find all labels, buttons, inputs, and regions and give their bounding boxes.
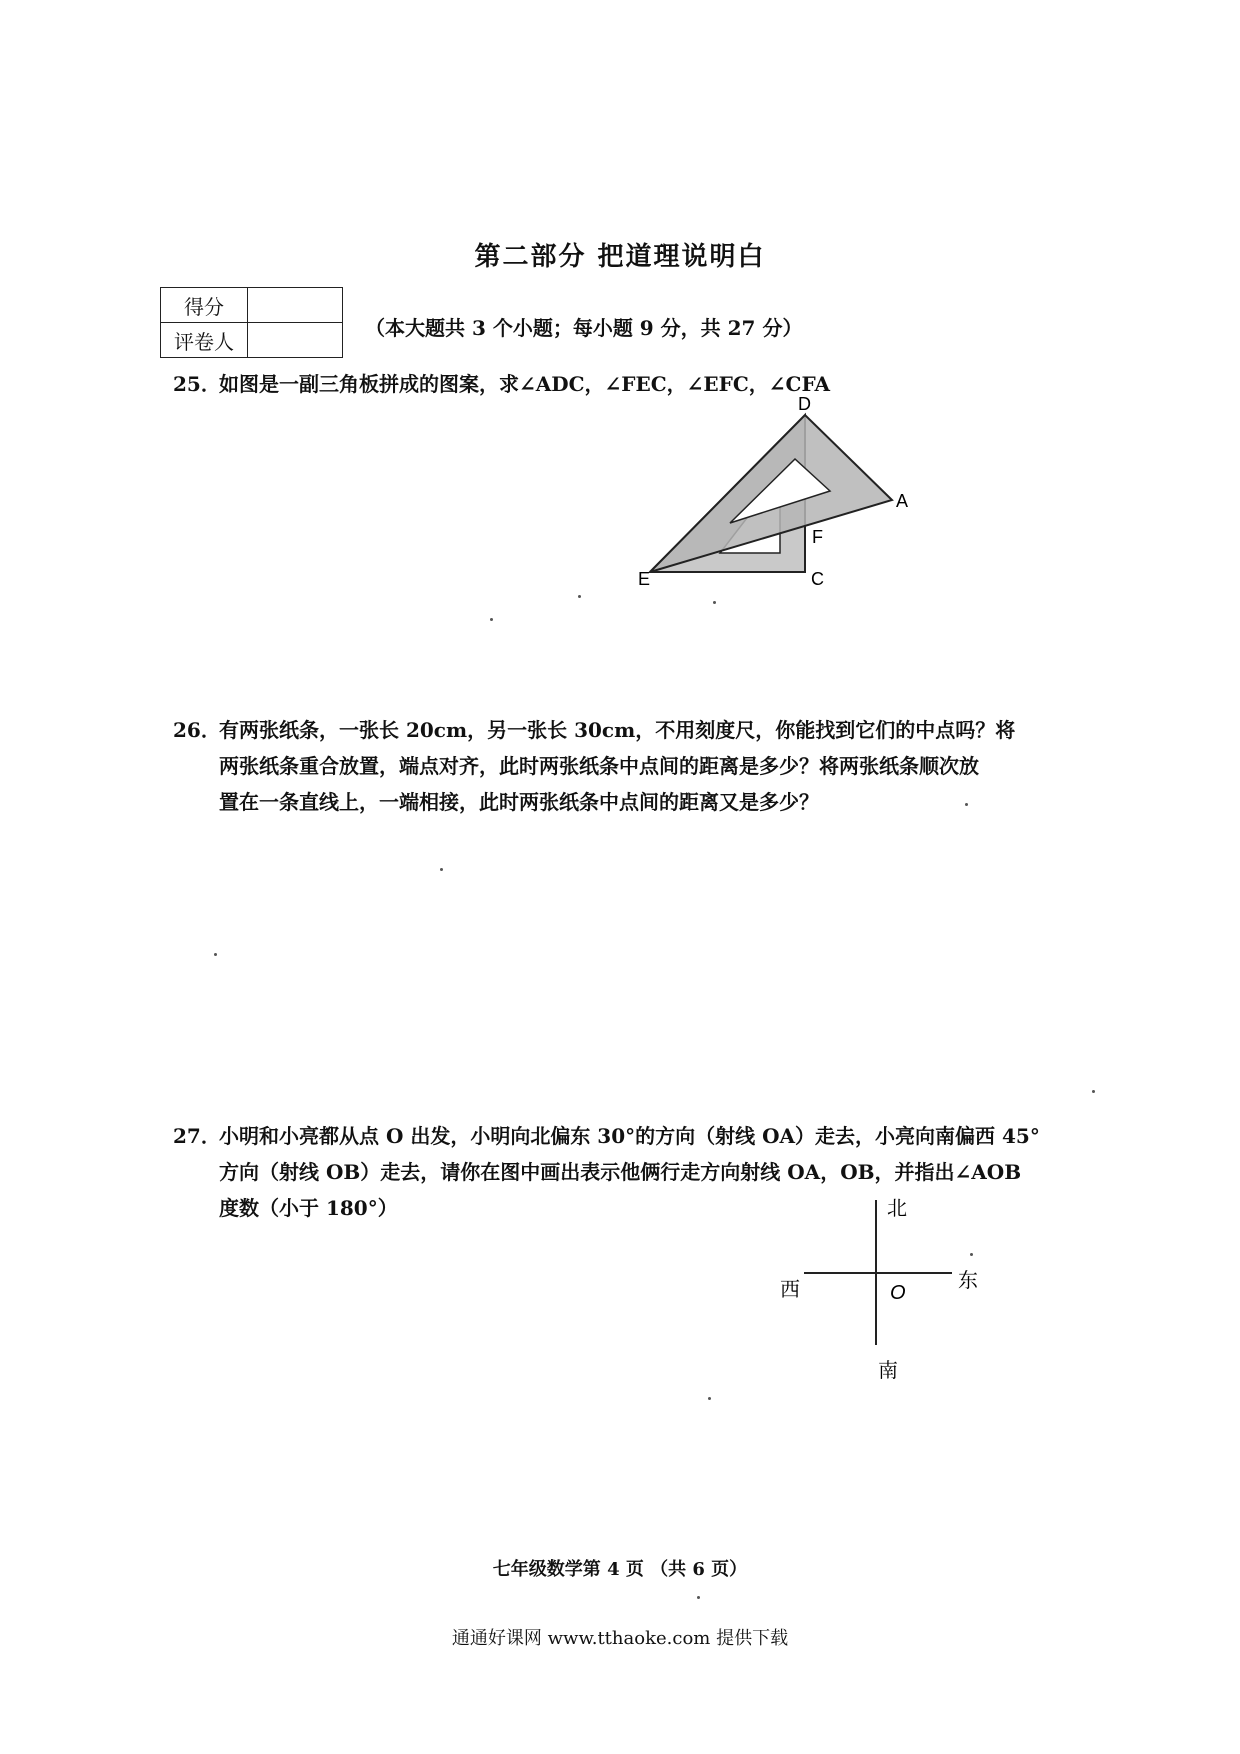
scan-speck	[713, 601, 716, 604]
grader-box	[248, 323, 343, 358]
question-25	[173, 366, 1073, 402]
question-text: 如图是一副三角板拼成的图案，求∠ADC，∠FEC，∠EFC，∠CFA	[219, 372, 830, 396]
question-number: 26．	[173, 718, 221, 742]
grader-label: 评卷人	[161, 323, 248, 358]
question-26	[173, 712, 1073, 820]
question-line: 小明和小亮都从点 O 出发，小明向北偏东 30°的方向（射线 OA）走去，小亮向南偏西 45°	[219, 1124, 1040, 1148]
label-origin: O	[890, 1282, 906, 1304]
label-a: A	[896, 491, 909, 511]
question-line: 有两张纸条，一张长 20cm，另一张长 30cm，不用刻度尺，你能找到它们的中点吗？将	[219, 718, 1016, 742]
question-line: 置在一条直线上，一端相接，此时两张纸条中点间的距离又是多少？	[219, 790, 819, 814]
label-east: 东	[958, 1270, 978, 1292]
scan-speck	[214, 953, 217, 956]
question-number: 25．	[173, 372, 221, 396]
scan-speck	[970, 1253, 973, 1256]
scan-speck	[708, 1397, 711, 1400]
label-c: C	[811, 569, 824, 589]
scan-speck	[697, 1596, 700, 1599]
label-south: 南	[878, 1360, 898, 1382]
section-title: 第二部分 把道理说明白	[474, 242, 766, 272]
question-line: 方向（射线 OB）走去，请你在图中画出表示他俩行走方向射线 OA，OB，并指出∠AOB	[219, 1160, 1022, 1184]
scan-speck	[1092, 1090, 1095, 1093]
scan-speck	[965, 803, 968, 806]
question-line: 度数（小于 180°）	[219, 1196, 398, 1220]
label-west: 西	[780, 1279, 800, 1301]
score-table	[160, 287, 343, 358]
compass-figure	[780, 1195, 980, 1395]
scan-speck	[440, 868, 443, 871]
score-box	[248, 288, 343, 323]
question-number: 27．	[173, 1124, 221, 1148]
score-label: 得分	[161, 288, 248, 323]
label-e: E	[638, 569, 651, 589]
set-square-figure	[640, 395, 930, 595]
scan-speck	[578, 595, 581, 598]
label-f: F	[812, 527, 823, 547]
scan-speck	[490, 618, 493, 621]
download-credit: 通通好课网 www.tthaoke.com 提供下载	[451, 1628, 789, 1649]
section-note: （本大题共 3 个小题；每小题 9 分，共 27 分）	[365, 316, 803, 340]
question-line: 两张纸条重合放置，端点对齐，此时两张纸条中点间的距离是多少？将两张纸条顺次放	[219, 754, 979, 778]
page-footer: 七年级数学第 4 页 （共 6 页）	[492, 1559, 748, 1580]
label-d: D	[798, 394, 811, 414]
label-north: 北	[887, 1198, 907, 1220]
